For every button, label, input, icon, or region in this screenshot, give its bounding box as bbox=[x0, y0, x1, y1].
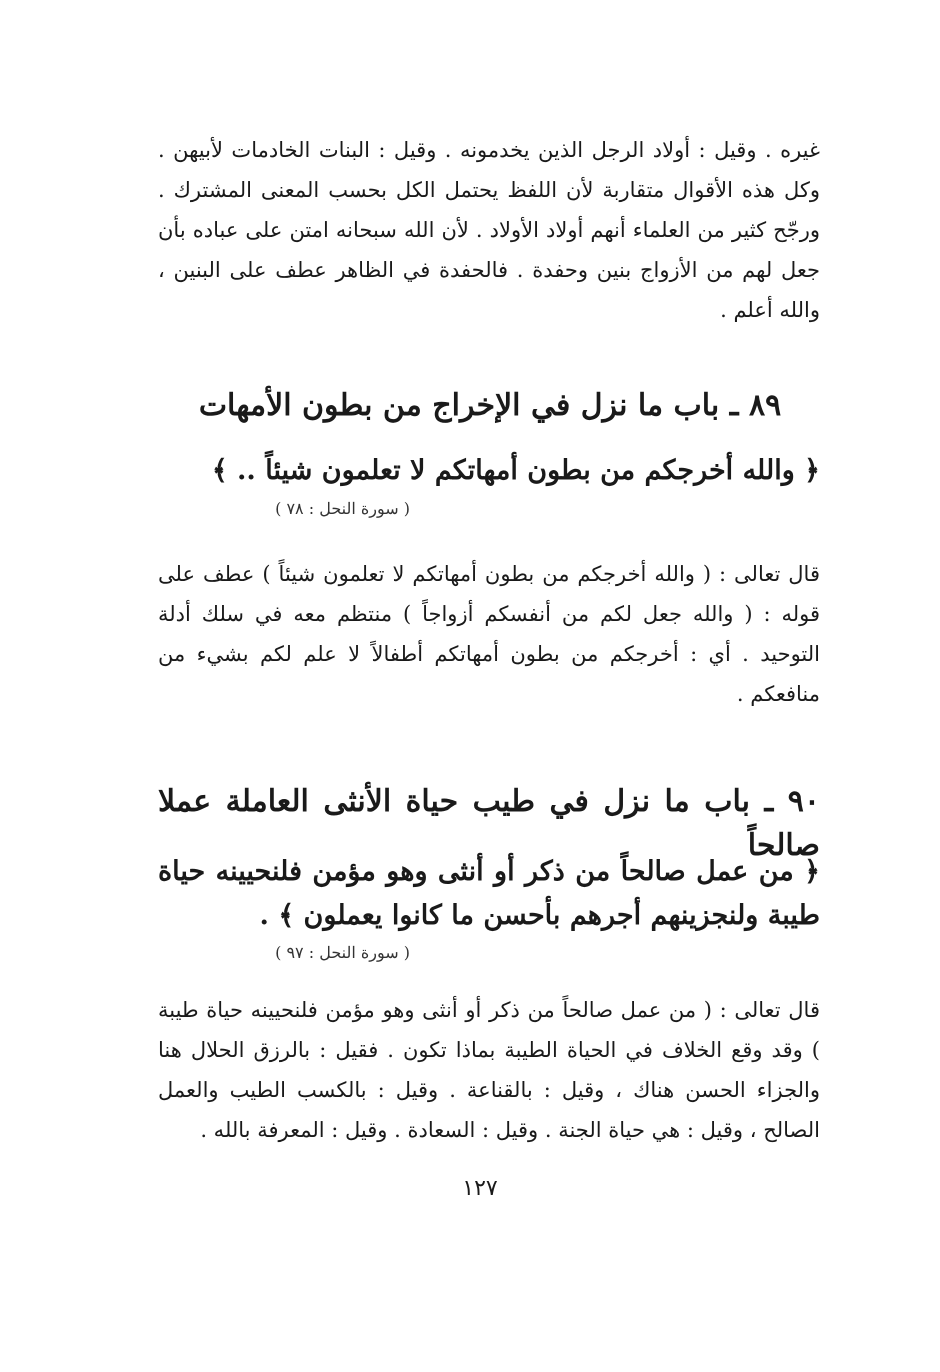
verse-reference-78: ( سورة النحل : ٧٨ ) bbox=[275, 499, 410, 518]
quran-verse-97: ﴿ من عمل صالحاً من ذكر أو أنثى وهو مؤمن فلنحيينه حياة طيبة ولنجزينهم أجرهم بأحسن ما كانوا يعملون ﴾ . bbox=[158, 856, 820, 931]
page-number: ١٢٧ bbox=[462, 1176, 498, 1201]
section-heading-90: ٩٠ ـ باب ما نزل في طيب حياة الأنثى العاملة عملا صالحاً bbox=[158, 784, 820, 863]
section-heading-89: ٨٩ ـ باب ما نزل في الإخراج من بطون الأمهات bbox=[198, 388, 782, 423]
paragraph-2: قال تعالى : ( والله أخرجكم من بطون أمهاتكم لا تعلمون شيئاً ) عطف على قوله : ( والله جعل لكم من أنفسكم أزواجاً ) منتظم معه في سلك أدلة التوحيد . أي : أخرجكم من بطون أمهاتكم أطفالاً لا علم لكم بشيء من منافعكم . bbox=[158, 562, 820, 706]
paragraph-3: قال تعالى : ( من عمل صالحاً من ذكر أو أنثى وهو مؤمن فلنحيينه حياة طيبة ) وقد وقع الخلاف في الحياة الطيبة بماذا تكون . فقيل : بالرزق الحلال هنا والجزاء الحسن هناك ، وقيل : بالقناعة . وقيل : بالكسب الطيب والعمل الصالح ، وقيل : هي حياة الجنة . وقيل : السعادة . وقيل : المعرفة بالله . bbox=[158, 998, 820, 1142]
quran-verse-78: ﴿ والله أخرجكم من بطون أمهاتكم لا تعلمون شيئاً .. ﴾ bbox=[211, 455, 820, 486]
verse-reference-97: ( سورة النحل : ٩٧ ) bbox=[275, 943, 410, 962]
paragraph-1: غيره . وقيل : أولاد الرجل الذين يخدمونه . وقيل : البنات الخادمات لأبيهن . وكل هذه الأقوال متقاربة لأن اللفظ يحتمل الكل بحسب المعنى المشترك . ورجّح كثير من العلماء أنهم أولاد الأولاد . لأن الله سبحانه امتن على عباده بأن جعل لهم من الأزواج بنين وحفدة . فالحفدة في الظاهر عطف على البنين ، والله أعلم . bbox=[158, 138, 820, 322]
